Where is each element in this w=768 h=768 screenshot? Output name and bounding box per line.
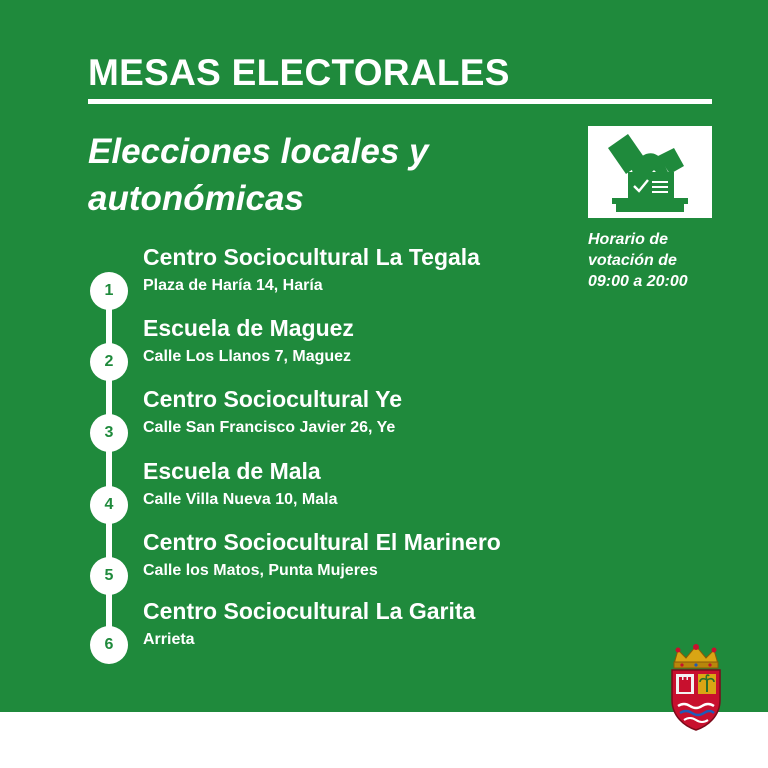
subtitle — [88, 128, 428, 222]
station-name: Centro Sociocultural Ye — [143, 386, 403, 412]
bottom-strip — [0, 712, 768, 768]
station-address: Calle Villa Nueva 10, Mala — [143, 491, 338, 508]
station-name: Escuela de Mala — [143, 458, 321, 484]
station-address: Calle Los Llanos 7, Maguez — [143, 348, 352, 365]
station-address: Plaza de Haría 14, Haría — [143, 277, 323, 294]
station-number-badge: 3 — [90, 414, 128, 452]
station-name: Centro Sociocultural La Tegala — [143, 244, 480, 270]
station-name: Centro Sociocultural La Garita — [143, 598, 476, 624]
station-address: Calle San Francisco Javier 26, Ye — [143, 419, 396, 436]
station-item — [90, 598, 590, 686]
station-name: Centro Sociocultural El Marinero — [143, 529, 501, 555]
station-number-badge: 1 — [90, 272, 128, 310]
station-number-badge: 6 — [90, 626, 128, 664]
station-address: Arrieta — [143, 631, 195, 648]
voting-hours-line-2: votación de — [588, 252, 677, 269]
title-underline — [88, 99, 712, 104]
station-number-badge: 2 — [90, 343, 128, 381]
station-name: Escuela de Maguez — [143, 315, 354, 341]
voting-hours-line-1: Horario de — [588, 231, 669, 248]
voting-hours-line-3: 09:00 a 20:00 — [588, 273, 688, 290]
station-number-badge: 5 — [90, 557, 128, 595]
station-number-badge: 4 — [90, 486, 128, 524]
voting-hours — [588, 229, 728, 292]
station-address: Calle los Matos, Punta Mujeres — [143, 562, 378, 579]
coat-of-arms-icon — [668, 644, 724, 734]
subtitle-line-2: autonómicas — [88, 179, 304, 218]
ballot-box-icon — [588, 126, 712, 218]
subtitle-line-1: Elecciones locales y — [88, 132, 429, 171]
main-title: MESAS ELECTORALES — [88, 52, 510, 93]
